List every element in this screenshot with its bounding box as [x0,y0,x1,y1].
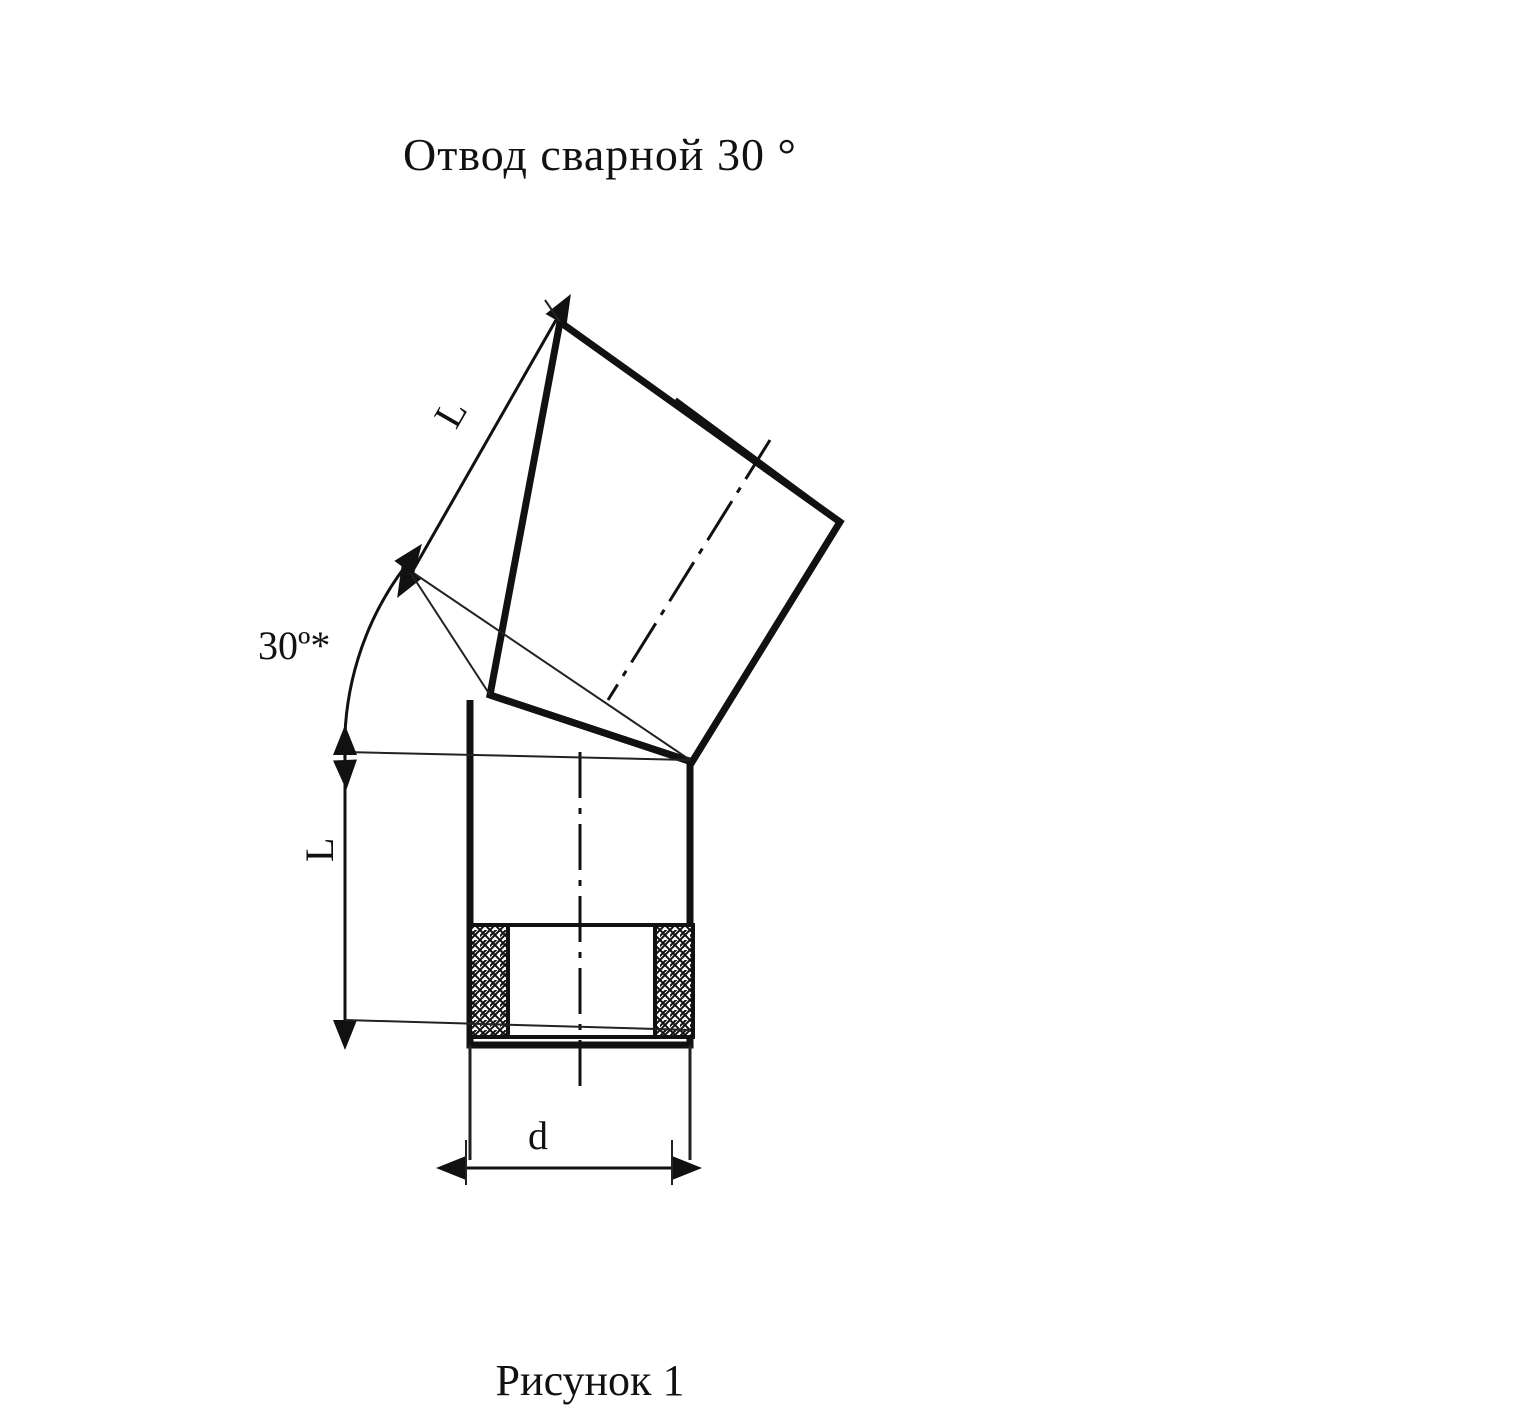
label-diameter: d [528,1113,548,1158]
label-length-upper: L [424,391,477,435]
upper-pipe-outline [490,322,840,762]
page-title: Отвод сварной 30 ° [403,129,797,180]
dimension-L-lower [345,755,690,1030]
figure-caption: Рисунок 1 [495,1356,685,1405]
dimension-angle-arc [345,568,690,760]
label-angle: 30º* [258,623,331,668]
weld-hatch-left [470,925,508,1037]
dimension-d [466,1140,672,1185]
centerline-upper [608,440,770,700]
weld-hatch-right [655,925,693,1037]
label-length-lower: L [297,837,342,862]
